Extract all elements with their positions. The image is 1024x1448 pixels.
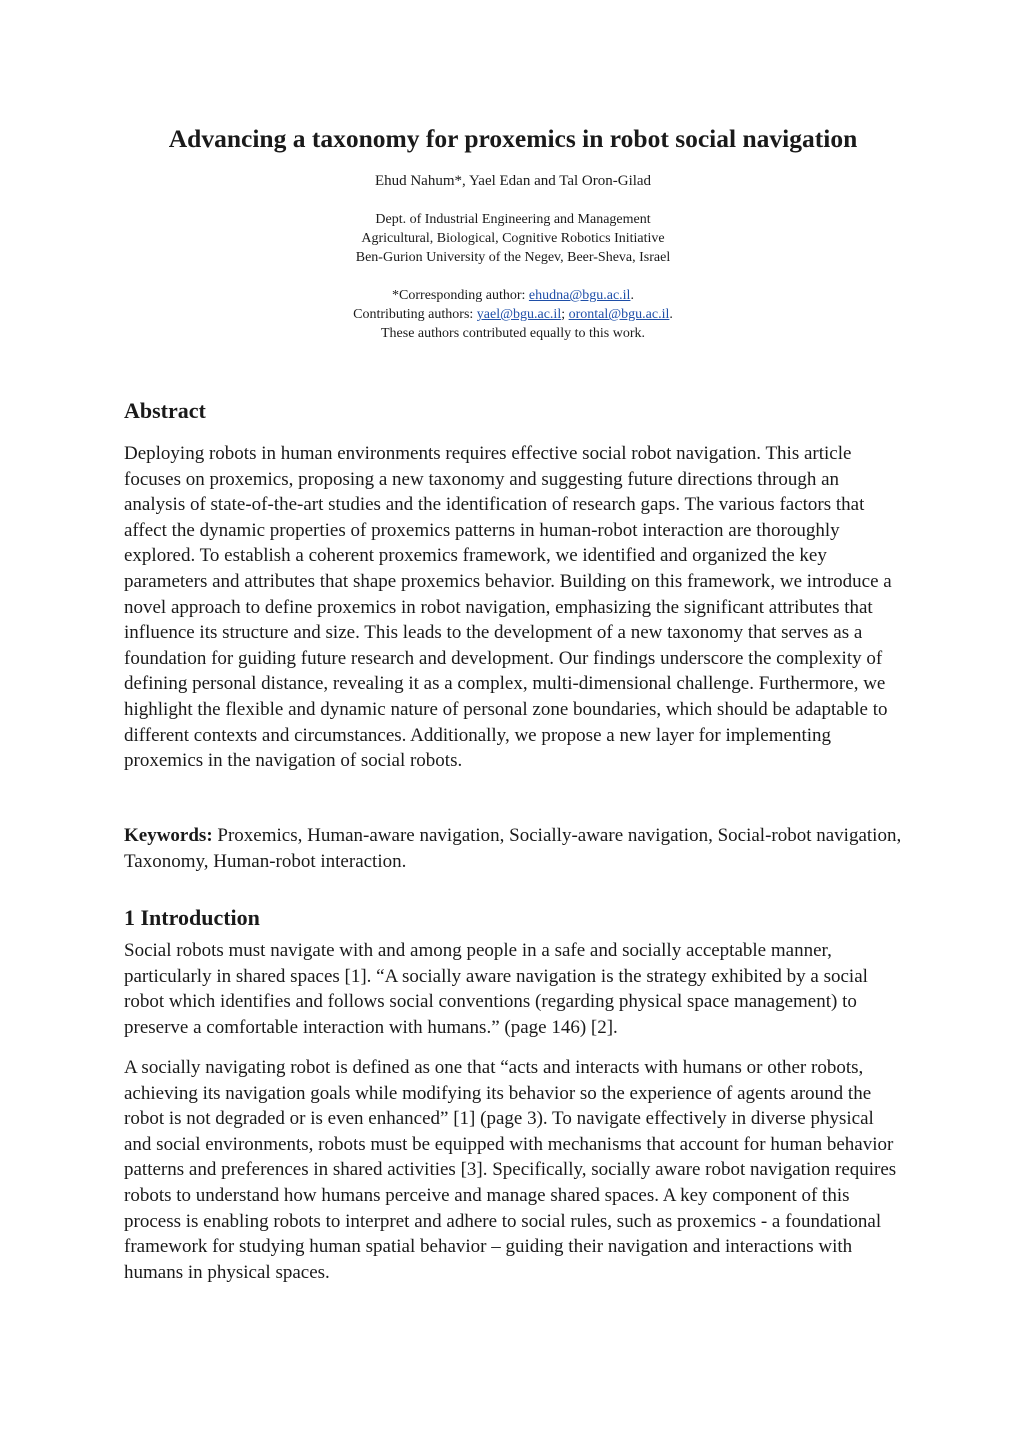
punctuation: . bbox=[630, 288, 634, 303]
keywords-paragraph bbox=[124, 823, 902, 874]
body-paragraph: Social robots must navigate with and among people in a safe and socially acceptable manner, particularly in shared spaces [1]. “A socially aware navigation is the strategy exhibited by a social robot which identifies and follows social conventions (regarding physical space management) to preserve a comfortable interaction with humans.” (page 146) [2]. bbox=[124, 940, 868, 1038]
paper-title: Advancing a taxonomy for proxemics in robot social navigation bbox=[168, 124, 858, 153]
keywords-label: Keywords: bbox=[124, 825, 213, 846]
corresponding-label: *Corresponding author: bbox=[392, 288, 529, 303]
contributing-label: Contributing authors: bbox=[353, 307, 477, 322]
contributing-authors-line bbox=[124, 305, 902, 324]
affiliation-block bbox=[124, 210, 902, 267]
keywords-list: Proxemics, Human-aware navigation, Socially-aware navigation, Social-robot navigation, Taxonomy, Human-robot interaction. bbox=[124, 825, 902, 872]
corresponding-author-line bbox=[124, 286, 902, 305]
affiliation-line: Ben-Gurion University of the Negev, Beer-Sheva, Israel bbox=[355, 250, 671, 265]
section-heading-introduction: 1 Introduction bbox=[124, 905, 260, 930]
abstract-text: Deploying robots in human environments requires effective social robot navigation. This article focuses on proxemics, proposing a new taxonomy and suggesting future directions through an analysis of state-of-the-art studies and the identification of research gaps. The various factors that affect the dynamic properties of proxemics patterns in human-robot interaction are thoroughly explored. To establish a coherent proxemics framework, we identified and organized the key parameters and attributes that shape proxemics behavior. Building on this framework, we introduce a novel approach to define proxemics in robot navigation, emphasizing the significant attributes that influence its structure and size. This leads to the development of a new taxonomy that serves as a foundation for guiding future research and development. Our findings underscore the complexity of defining personal distance, revealing it as a complex, multi-dimensional challenge. Furthermore, we highlight the flexible and dynamic nature of personal zone boundaries, which should be adaptable to different contexts and circumstances. Additionally, we propose a new layer for implementing proxemics in the navigation of social robots. bbox=[124, 443, 892, 772]
equal-contribution-note: These authors contributed equally to this work. bbox=[381, 326, 645, 341]
contributing-email-link[interactable]: orontal@bgu.ac.il bbox=[568, 307, 670, 322]
corresponding-email-link[interactable]: ehudna@bgu.ac.il bbox=[528, 288, 631, 303]
punctuation: ; bbox=[561, 307, 569, 322]
contributing-email-link[interactable]: yael@bgu.ac.il bbox=[476, 307, 562, 322]
body-paragraph: A socially navigating robot is defined as one that “acts and interacts with humans or other robots, achieving its navigation goals while modifying its behavior so the experience of agents around the robot is not degraded or is even enhanced” [1] (page 3). To navigate effectively in diverse physical and social environments, robots must be equipped with mechanisms that account for human behavior patterns and preferences in shared activities [3]. Specifically, socially aware robot navigation requires robots to understand how humans perceive and manage shared spaces. A key component of this process is enabling robots to interpret and adhere to social rules, such as proxemics - a foundational framework for studying human spatial behavior – guiding their navigation and interactions with humans in physical spaces. bbox=[124, 1057, 897, 1283]
author-list: Ehud Nahum*, Yael Edan and Tal Oron-Gilad bbox=[374, 173, 652, 189]
contact-block bbox=[124, 286, 902, 343]
affiliation-line: Agricultural, Biological, Cognitive Robotics Initiative bbox=[361, 231, 665, 246]
affiliation-line: Dept. of Industrial Engineering and Management bbox=[375, 212, 651, 227]
punctuation: . bbox=[669, 307, 673, 322]
abstract-heading: Abstract bbox=[124, 398, 206, 423]
